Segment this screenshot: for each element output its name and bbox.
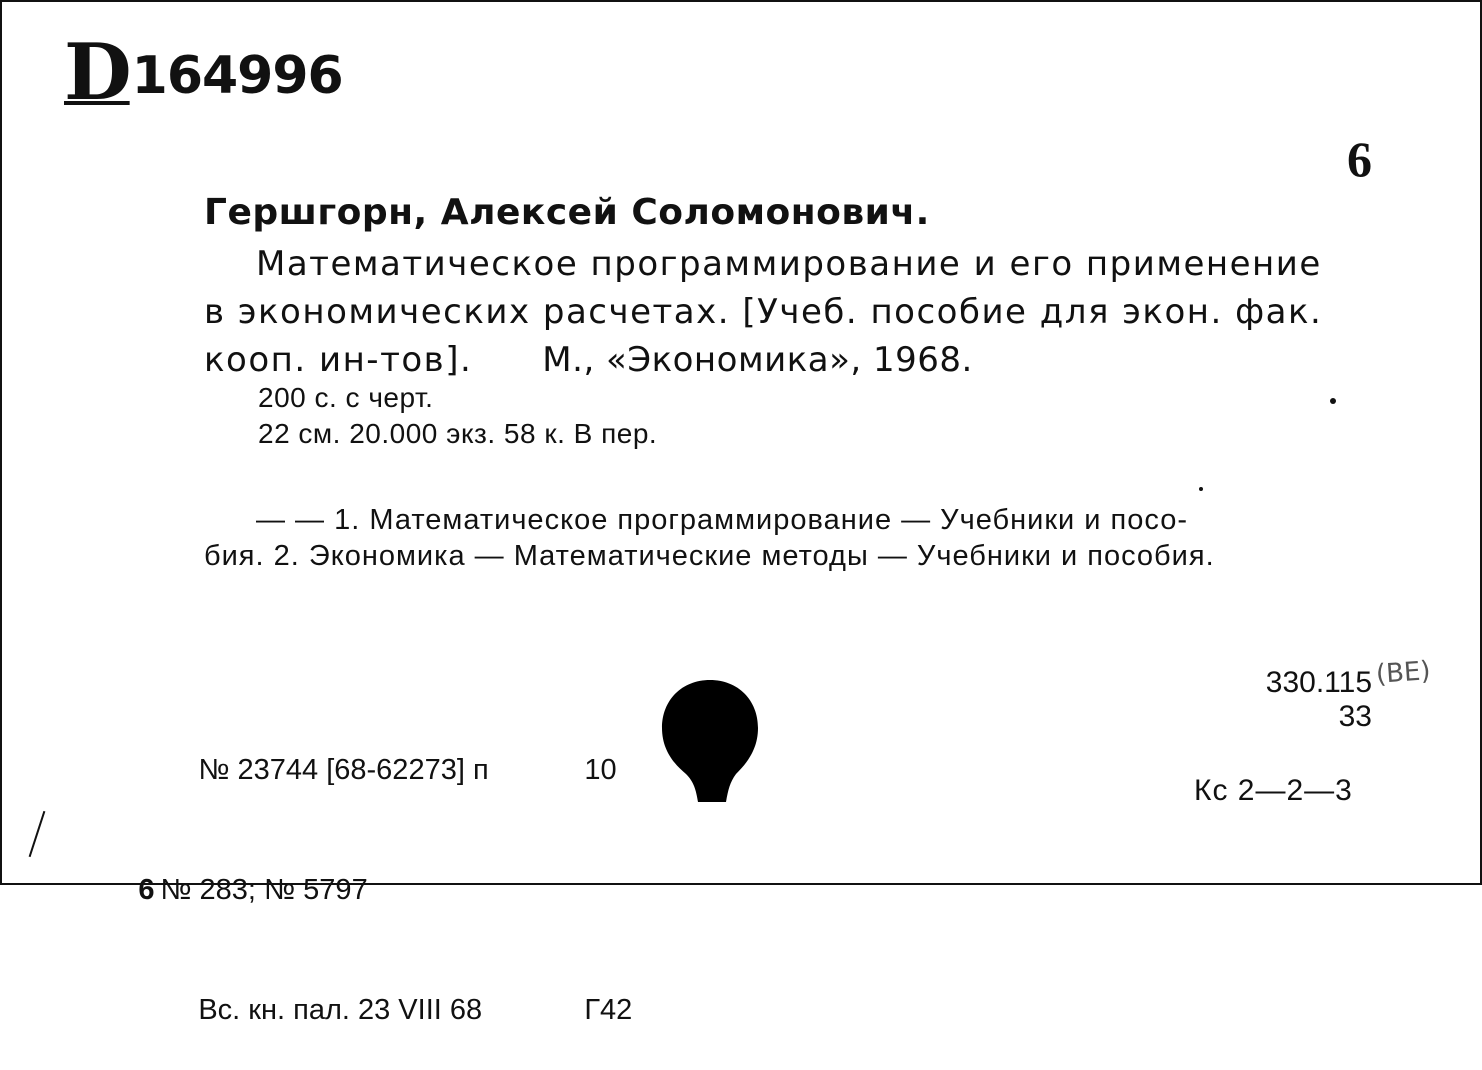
physical-description <box>258 380 657 452</box>
udc-subcode: 33 <box>1338 700 1372 733</box>
author-heading: Гершгорн, Алексей Соломонович. <box>204 192 930 233</box>
subject-line-1: — — 1. Математическое программирование — Учебники и посо- <box>256 504 1188 536</box>
pages-line: 200 с. с черт. <box>258 382 434 413</box>
chamber-info: Вс. кн. пал. 23 VIII 68 <box>198 994 483 1026</box>
card-set-code: Кс 2—2—3 <box>1194 774 1353 807</box>
title-line-3: кооп. ин-тов]. <box>204 340 473 380</box>
stamp-letter: D <box>64 27 130 118</box>
card-number: 6 <box>1347 131 1372 187</box>
print-run-code: 10 <box>584 754 617 786</box>
pencil-slash-mark <box>29 811 46 857</box>
details-line: 22 см. 20.000 экз. 58 к. В пер. <box>258 418 658 449</box>
subject-line-2: бия. 2. Экономика — Математические методы — Учебники и пособия. <box>204 540 1215 572</box>
order-number: № 23744 [68-62273] п <box>198 754 489 786</box>
inventory-stamp <box>64 27 343 118</box>
copy-count: 6 <box>138 874 155 906</box>
registration-numbers: № 283; № 5797 <box>160 874 368 906</box>
accession-info <box>90 710 632 1070</box>
title-line-2: в экономических расчетах. [Учеб. пособие для экон. фак. <box>204 292 1323 332</box>
classification-block <box>1232 666 1372 734</box>
title-block <box>204 240 1374 384</box>
stamp-number: 164996 <box>131 46 343 106</box>
location-code: Г42 <box>584 994 633 1026</box>
dot-mark <box>1199 487 1203 491</box>
imprint: М., «Экономика», 1968. <box>542 340 973 380</box>
subject-headings <box>204 502 1369 574</box>
punch-hole <box>660 678 760 808</box>
udc-code: 330.115 <box>1265 666 1372 699</box>
dot-mark <box>1330 398 1336 404</box>
title-line-1: Математическое программирование и его применение <box>256 244 1322 284</box>
handwritten-note: (ВЕ) <box>1375 656 1432 690</box>
